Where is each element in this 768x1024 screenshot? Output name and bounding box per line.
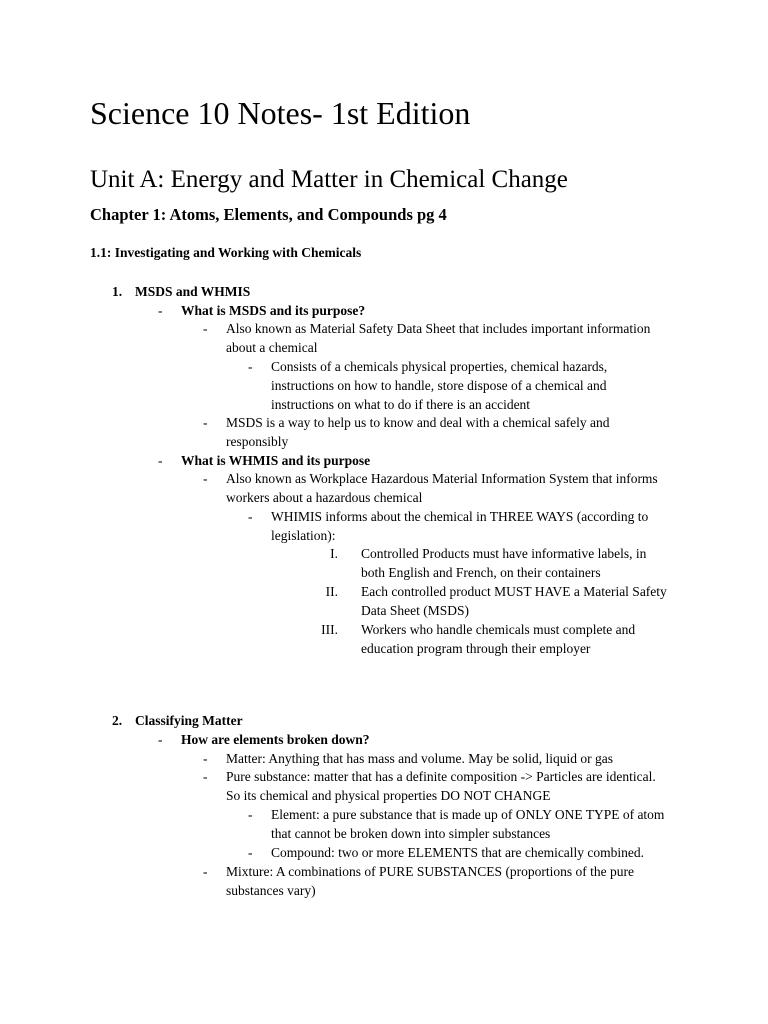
bullet-dash: - [203, 415, 208, 430]
bullet-dash: - [158, 453, 163, 468]
roman-item-text: education program through their employer [361, 641, 591, 656]
list-number: 2. [112, 713, 123, 728]
bullet-dash: - [203, 751, 208, 766]
bullet-dash: - [158, 732, 163, 747]
bullet-text: Also known as Material Safety Data Sheet that includes important information [226, 321, 651, 336]
bullet-text: WHIMIS informs about the chemical in THREE WAYS (according to [271, 509, 649, 524]
question: What is WHMIS and its purpose [181, 453, 371, 468]
bullet-text: instructions on what to do if there is an accident [271, 397, 531, 412]
bullet-text: legislation): [271, 528, 336, 543]
chapter-heading: Chapter 1: Atoms, Elements, and Compounds pg 4 [90, 205, 447, 224]
bullet-text: about a chemical [226, 340, 318, 355]
bullet-text: Consists of a chemicals physical properties, chemical hazards, [271, 359, 608, 374]
list-heading: Classifying Matter [135, 713, 243, 728]
bullet-text: Mixture: A combinations of PURE SUBSTANCES (proportions of the pure [226, 864, 635, 879]
roman-numeral: II. [325, 584, 338, 599]
bullet-text: So its chemical and physical properties DO NOT CHANGE [226, 788, 551, 803]
bullet-text: MSDS is a way to help us to know and deal with a chemical safely and [226, 415, 610, 430]
bullet-dash: - [248, 845, 253, 860]
roman-item-text: Workers who handle chemicals must complete and [361, 622, 636, 637]
roman-item-text: Data Sheet (MSDS) [361, 603, 469, 618]
bullet-dash: - [203, 769, 208, 784]
bullet-text: instructions on how to handle, store dispose of a chemical and [271, 378, 607, 393]
bullet-text: Element: a pure substance that is made up of ONLY ONE TYPE of atom [271, 807, 665, 822]
bullet-text: workers about a hazardous chemical [226, 490, 423, 505]
bullet-dash: - [248, 807, 253, 822]
bullet-text: that cannot be broken down into simpler substances [271, 826, 551, 841]
bullet-text: responsibly [226, 434, 289, 449]
roman-item-text: both English and French, on their containers [361, 565, 601, 580]
bullet-dash: - [248, 359, 253, 374]
bullet-dash: - [203, 471, 208, 486]
bullet-text: Pure substance: matter that has a definite composition -> Particles are identical. [226, 769, 656, 784]
bullet-dash: - [203, 864, 208, 879]
list-number: 1. [112, 284, 123, 299]
question: What is MSDS and its purpose? [181, 303, 366, 318]
roman-item-text: Controlled Products must have informative labels, in [361, 546, 647, 561]
roman-numeral: I. [330, 546, 338, 561]
bullet-dash: - [158, 303, 163, 318]
section-heading: 1.1: Investigating and Working with Chemicals [90, 245, 362, 260]
question: How are elements broken down? [181, 732, 370, 747]
list-heading: MSDS and WHMIS [135, 284, 251, 299]
bullet-text: substances vary) [226, 883, 316, 898]
roman-numeral: III. [321, 622, 338, 637]
bullet-text: Compound: two or more ELEMENTS that are chemically combined. [271, 845, 645, 860]
roman-item-text: Each controlled product MUST HAVE a Material Safety [361, 584, 667, 599]
bullet-text: Also known as Workplace Hazardous Material Information System that informs [226, 471, 658, 486]
bullet-dash: - [248, 509, 253, 524]
bullet-text: Matter: Anything that has mass and volume. May be solid, liquid or gas [226, 751, 613, 766]
document-title: Science 10 Notes- 1st Edition [90, 95, 471, 131]
bullet-dash: - [203, 321, 208, 336]
unit-heading: Unit A: Energy and Matter in Chemical Change [90, 166, 568, 193]
